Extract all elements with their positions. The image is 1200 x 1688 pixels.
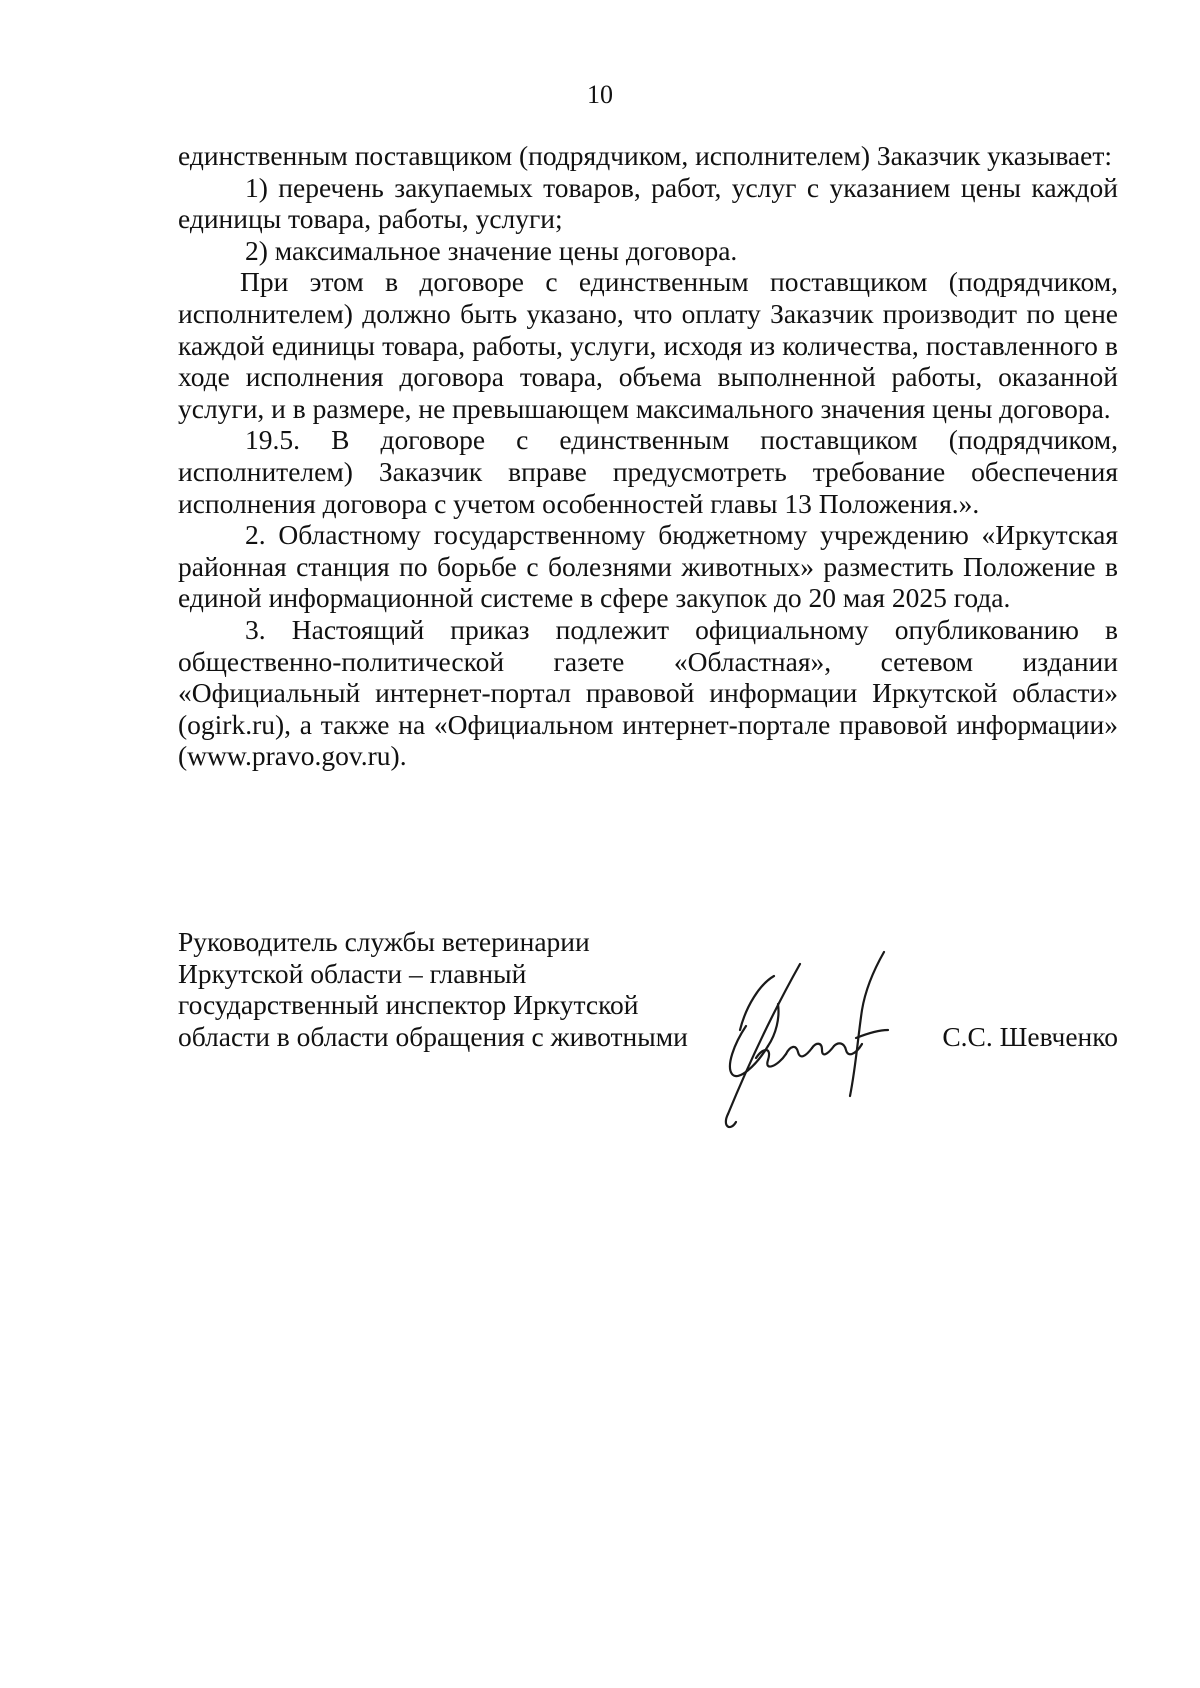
signature-block [178, 926, 1118, 1146]
signatory-name: С.С. Шевченко [942, 1021, 1118, 1052]
signatory-title-line: государственный инспектор Иркутской [178, 989, 639, 1021]
paragraph-item-3: 3. Настоящий приказ подлежит официальному опубликованию в общественно-политической газете «Областная», сетевом издании «Официальный интернет-портал правовой информации Иркутской области» (ogirk.ru), а также на «Официальном интернет-портале правовой информации» (www.pravo.gov.ru). [178, 613, 1118, 772]
list-item-2: 2) максимальное значение цены договора. [245, 234, 738, 266]
list-item-1: 1) перечень закупаемых товаров, работ, услуг с указанием цены каждой единицы товара, работы, услуги; [178, 171, 1118, 235]
signatory-title-line: области в области обращения с животными [178, 1020, 688, 1052]
paragraph-payment-terms: При этом в договоре с единственным поставщиком (подрядчиком, исполнителем) должно быть указано, что оплату Заказчик производит по цене каждой единицы товара, работы, услуги, исходя из количества, поставленного в ходе исполнения договора товара, объема выполненной работы, оказанной услуги, и в размере, не превышающем максимального значения цены договора. [178, 266, 1118, 424]
handwritten-signature [716, 926, 906, 1136]
page-number: 10 [587, 80, 613, 109]
document-body [178, 140, 1118, 772]
paragraph-19-5: 19.5. В договоре с единственным поставщиком (подрядчиком, исполнителем) Заказчик вправе предусмотреть требование обеспечения исполнения договора с учетом особенностей главы 13 Положения.». [178, 424, 1118, 519]
signatory-title-line: Руководитель службы ветеринарии [178, 926, 590, 957]
paragraph-item-2: 2. Областному государственному бюджетному учреждению «Иркутская районная станция по борьбе с болезнями животных» разместить Положение в единой информационной системе в сфере закупок до 20 мая 2025 года. [178, 519, 1118, 614]
signatory-title [178, 926, 738, 1052]
signatory-title-line: Иркутской области – главный [178, 957, 527, 989]
paragraph-continuation: единственным поставщиком (подрядчиком, исполнителем) Заказчик указывает: [178, 140, 1113, 171]
